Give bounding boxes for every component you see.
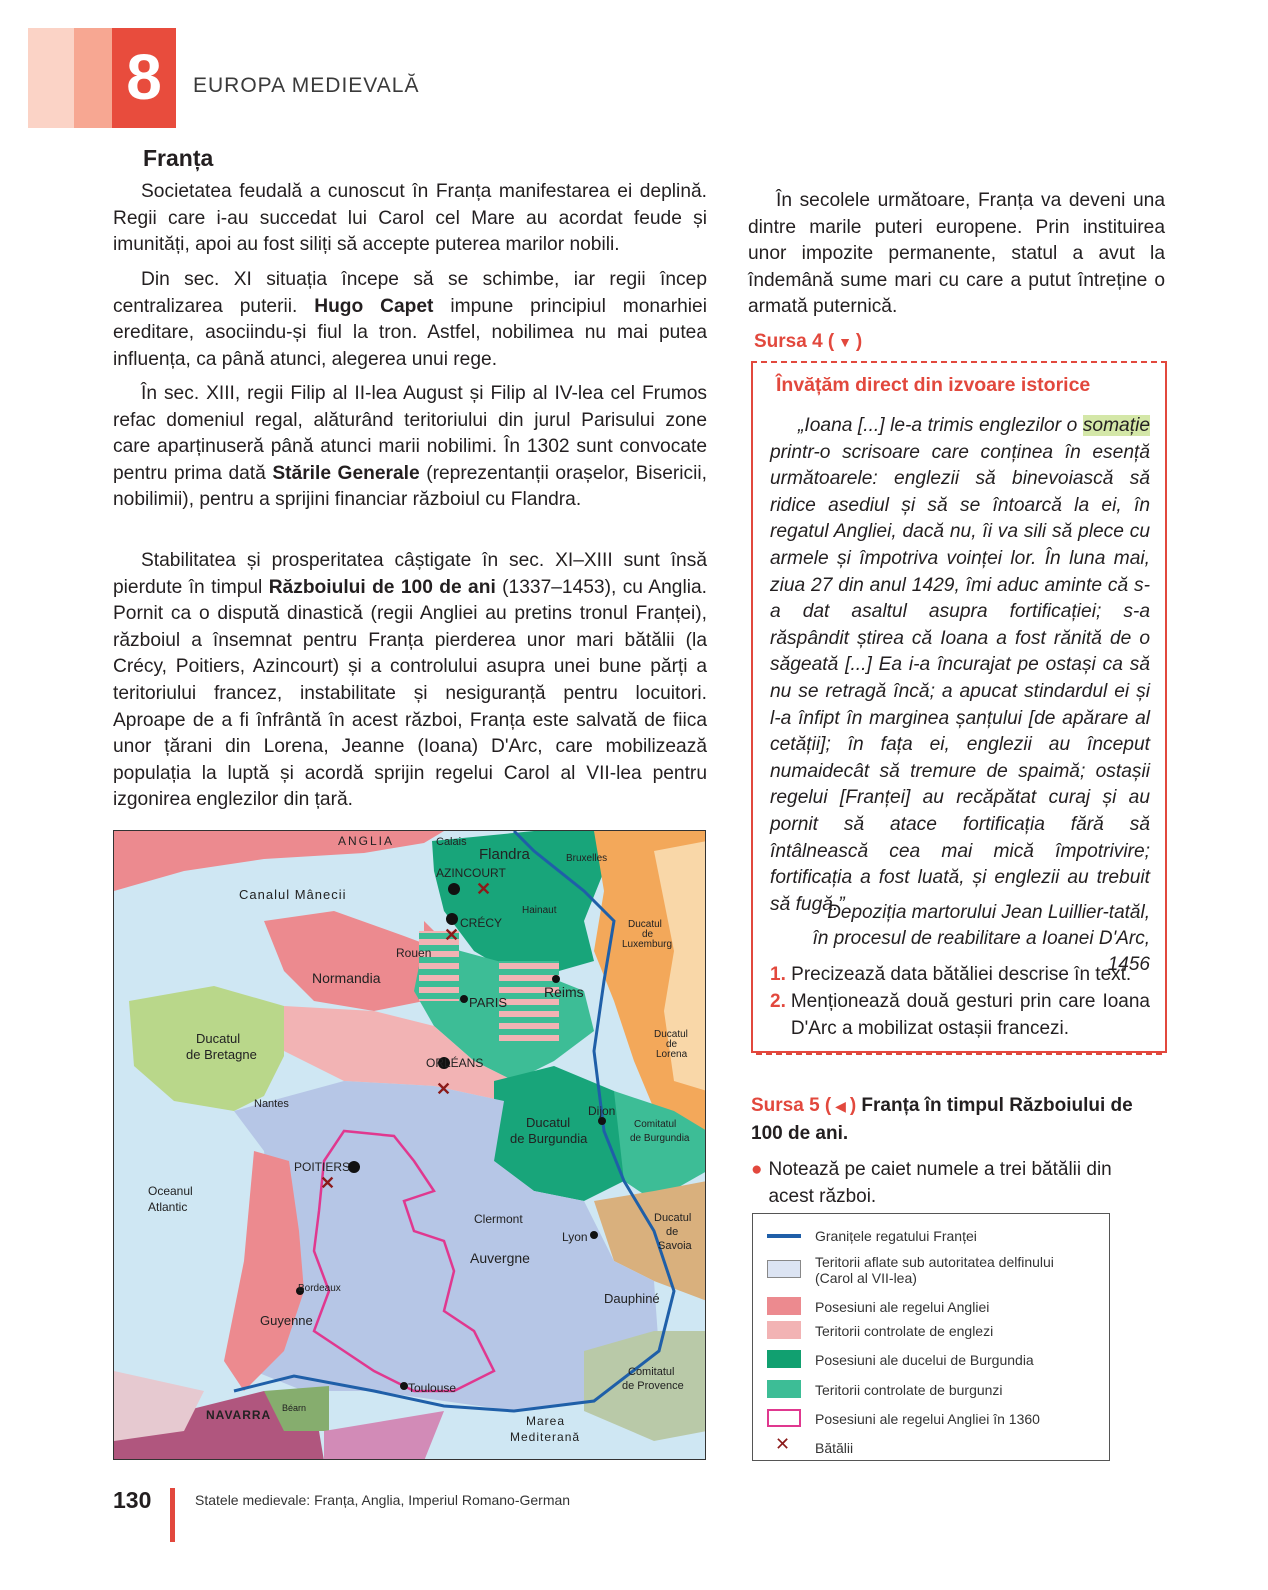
chapter-title: EUROPA MEDIEVALĂ <box>193 74 420 97</box>
map-label: de <box>666 1226 679 1238</box>
legend-swatch-border <box>767 1234 801 1238</box>
map-label: de <box>666 1039 678 1050</box>
footer-bar <box>170 1488 175 1542</box>
question-2: 2. Menționează două gesturi prin care Ioana D'Arc a mobilizat ostașii francezi. <box>770 991 1150 1039</box>
footer-text: Statele medievale: Franța, Anglia, Imperiul Romano-German <box>195 1492 571 1508</box>
map-label: de <box>642 929 654 940</box>
source-box-title: Învățăm direct din izvoare istorice <box>776 374 1091 396</box>
map-label: Guyenne <box>260 1313 313 1328</box>
svg-text:✕: ✕ <box>476 879 492 899</box>
triangle-left-icon: ◀ <box>831 1098 850 1114</box>
map-label: Ducatul <box>196 1031 241 1046</box>
map-label: Reims <box>544 984 584 1000</box>
highlight-somatie: somație <box>1082 415 1150 436</box>
source-4-label: Sursa 4 ( ▼ ) <box>754 331 863 352</box>
legend-swatch-1360 <box>767 1409 801 1427</box>
map-label: Mediterană <box>510 1430 581 1444</box>
map-label: NAVARRA <box>206 1408 272 1422</box>
map-label: Flandra <box>479 846 530 863</box>
triangle-down-icon: ▼ <box>834 334 856 350</box>
legend-item: Bătălii <box>815 1440 854 1456</box>
source-quote: „Ioana [...] le-a trimis englezilor o somație printr-o scrisoare care conținea în esență următoarele: englezii să binevoiască să ridice asediul și să se întoarcă la ei, în regatul Angliei, dacă nu, îi va sili să plece cu armele și împotriva voinței lor. În luna mai, ziua 27 din anul 1429, îmi aduc aminte că s-a dat asaltul asupra fortificației; s-a răspândit știrea că Ioana a fost rănită de o săgeată [...] Ea i-a încurajat pe ostași ca să nu se retragă încă; a apucat stindardul ei și l-a înfipt în marginea șanțului [de apărare al cetății]; în fața ei, englezii au început numaidecât să tremure de spaimă; ostașii regelui [Franței] au recăpătat curaj și au pornit să atace fortificația fără să întâlnească cea mai mică împotrivire; fortificația a fost luată, și englezii au trebuit să fugă.” <box>770 415 1150 915</box>
question-1: 1. Precizează data bătăliei descrise în text. <box>770 964 1132 985</box>
map-label: Béarn <box>282 1403 307 1413</box>
legend-item: Granițele regatului Franței <box>815 1228 977 1244</box>
legend-swatch-english-controlled <box>767 1321 801 1339</box>
legend-item: Posesiuni ale ducelui de Burgundia <box>815 1352 1034 1368</box>
map-label: POITIERS <box>294 1160 351 1174</box>
map-label: Atlantic <box>148 1200 188 1214</box>
term-hugo-capet: Hugo Capet <box>314 295 434 317</box>
svg-text:✕: ✕ <box>444 925 460 945</box>
map-label: PARIS <box>469 995 508 1010</box>
svg-text:✕: ✕ <box>436 1079 452 1099</box>
historical-map <box>113 830 706 1460</box>
map-label: Hainaut <box>522 905 557 916</box>
map-label: Normandia <box>312 970 381 986</box>
map-label: Clermont <box>474 1212 523 1226</box>
page-number: 130 <box>113 1487 152 1513</box>
map-label: de Bretagne <box>186 1047 257 1062</box>
map-label: Bruxelles <box>566 853 608 864</box>
header-tab-mid <box>74 28 112 128</box>
legend-item: Teritorii aflate sub autoritatea delfinului <box>815 1254 1054 1270</box>
map-label: AZINCOURT <box>436 866 506 880</box>
map-label: Ducatul <box>526 1115 571 1130</box>
paragraph-2: Din sec. XI situația începe să se schimbe, iar regii încep centralizarea puterii. Hugo Capet impune principiul monarhiei ereditare, asociindu-și fiul la tron. Astfel, nobilimea nu mai putea influența, ca până atunci, alegerea unui rege. <box>113 269 707 370</box>
map-label: Savoia <box>658 1240 692 1252</box>
map-label: CRÉCY <box>460 916 503 930</box>
map-label: de Provence <box>622 1380 684 1392</box>
legend-swatch-burgundy-controlled <box>767 1380 801 1398</box>
map-label: Luxemburg <box>622 939 673 950</box>
map-legend <box>752 1213 1110 1461</box>
legend-swatch-england <box>767 1297 801 1315</box>
battle-icon: ✕ <box>775 1434 791 1454</box>
paragraph-3: În sec. XIII, regii Filip al II-lea August și Filip al IV-lea cel Frumos refac domeniul regal, alăturând teritoriului din jurul Parisului zone care aparținuseră până atunci marii nobilimi. În 1302 sunt convocate pentru prima dată Stările Generale (reprezentanții orașelor, Bisericii, nobilimii), pentru a sprijini financiar războiul cu Flandra. <box>113 383 707 511</box>
legend-item: Posesiuni ale regelui Angliei <box>815 1299 990 1315</box>
paragraph-1: Societatea feudală a cunoscut în Franța manifestarea ei deplină. Regii care i-au succedat lui Carol cel Mare au acordat feude și imunități, apoi au fost siliți să accepte puterea marilor nobili. <box>113 181 707 256</box>
map-label: Marea <box>526 1414 566 1428</box>
source-attribution: Depoziția martorului Jean Luillier-tatăl, în procesul de reabilitare a Ioanei D'Arc, 1456 <box>812 902 1150 975</box>
source-5-heading: Sursa 5 ( ◀ ) Franța în timpul Războiului de 100 de ani. <box>751 1095 1133 1144</box>
map-label: ANGLIA <box>338 834 395 848</box>
term-starile-generale: Stările Generale <box>272 462 420 484</box>
bullet-icon: ● <box>751 1159 763 1180</box>
map-label: Ducatul <box>628 919 662 930</box>
map-label: Canalul Mânecii <box>239 887 347 902</box>
map-label: de Burgundia <box>630 1133 690 1144</box>
header-tab-light <box>28 28 74 128</box>
paragraph-col2: În secolele următoare, Franța va deveni una dintre marile puteri europene. Prin instituirea unor impozite permanente, statul a avut la îndemână sume mari cu care a putut întreține o armată puternică. <box>748 190 1165 318</box>
map-label: Lorena <box>656 1049 688 1060</box>
section-title: Franța <box>143 145 214 171</box>
map-label: Rouen <box>396 946 432 960</box>
legend-item: Posesiuni ale regelui Angliei în 1360 <box>815 1411 1040 1427</box>
legend-item: Teritorii controlate de englezi <box>815 1323 994 1339</box>
map-label: de Burgundia <box>510 1131 588 1146</box>
map-label: ORLÉANS <box>426 1056 484 1070</box>
legend-swatch-dauphin <box>767 1260 801 1278</box>
legend-item: (Carol al VII-lea) <box>815 1270 917 1286</box>
map-label: Dijon <box>588 1104 616 1118</box>
map-label: Comitatul <box>634 1119 677 1130</box>
legend-item: Teritorii controlate de burgunzi <box>815 1382 1003 1398</box>
source-5-task: ● Notează pe caiet numele a trei bătălii din acest război. <box>751 1159 1112 1207</box>
map-label: Oceanul <box>148 1184 193 1198</box>
map-label: Lyon <box>562 1230 588 1244</box>
map-label: Comitatul <box>628 1366 675 1378</box>
map-label: Dauphiné <box>604 1291 660 1306</box>
svg-text:✕: ✕ <box>320 1173 336 1193</box>
box-bottom-dash <box>756 1053 1162 1055</box>
map-label: Ducatul <box>654 1029 688 1040</box>
map-label: Ducatul <box>654 1212 692 1224</box>
term-razboiul-100-ani: Războiului de 100 de ani <box>268 576 496 598</box>
map-label: Calais <box>436 836 467 848</box>
map-label: Toulouse <box>408 1381 457 1395</box>
map-label: Bordeaux <box>298 1283 341 1294</box>
map-label: Nantes <box>254 1098 289 1110</box>
paragraph-4: Stabilitatea și prosperitatea câștigate în sec. XI–XIII sunt însă pierdute în timpul Războiului de 100 de ani (1337–1453), cu Anglia. Pornit ca o dispută dinastică (regii Angliei au pretins tronul Franței), războiul a însemnat pentru Franța pierderea unor mari bătălii (la Crécy, Poitiers, Azincourt) și a controlului asupra unei bune părți a teritoriului francez, instabilitate și nesiguranță pentru locuitori. Aproape de a fi înfrântă în acest război, Franța este salvată de fiica unor țărani din Lorena, Jeanne (Ioana) D'Arc, care mobilizează populația la luptă și acordă sprijin regelui Carol al VII-lea pentru izgonirea englezilor din țară. <box>113 550 707 811</box>
map-label: Auvergne <box>470 1250 530 1266</box>
legend-swatch-burgundy <box>767 1350 801 1368</box>
chapter-number: 8 <box>126 41 162 113</box>
